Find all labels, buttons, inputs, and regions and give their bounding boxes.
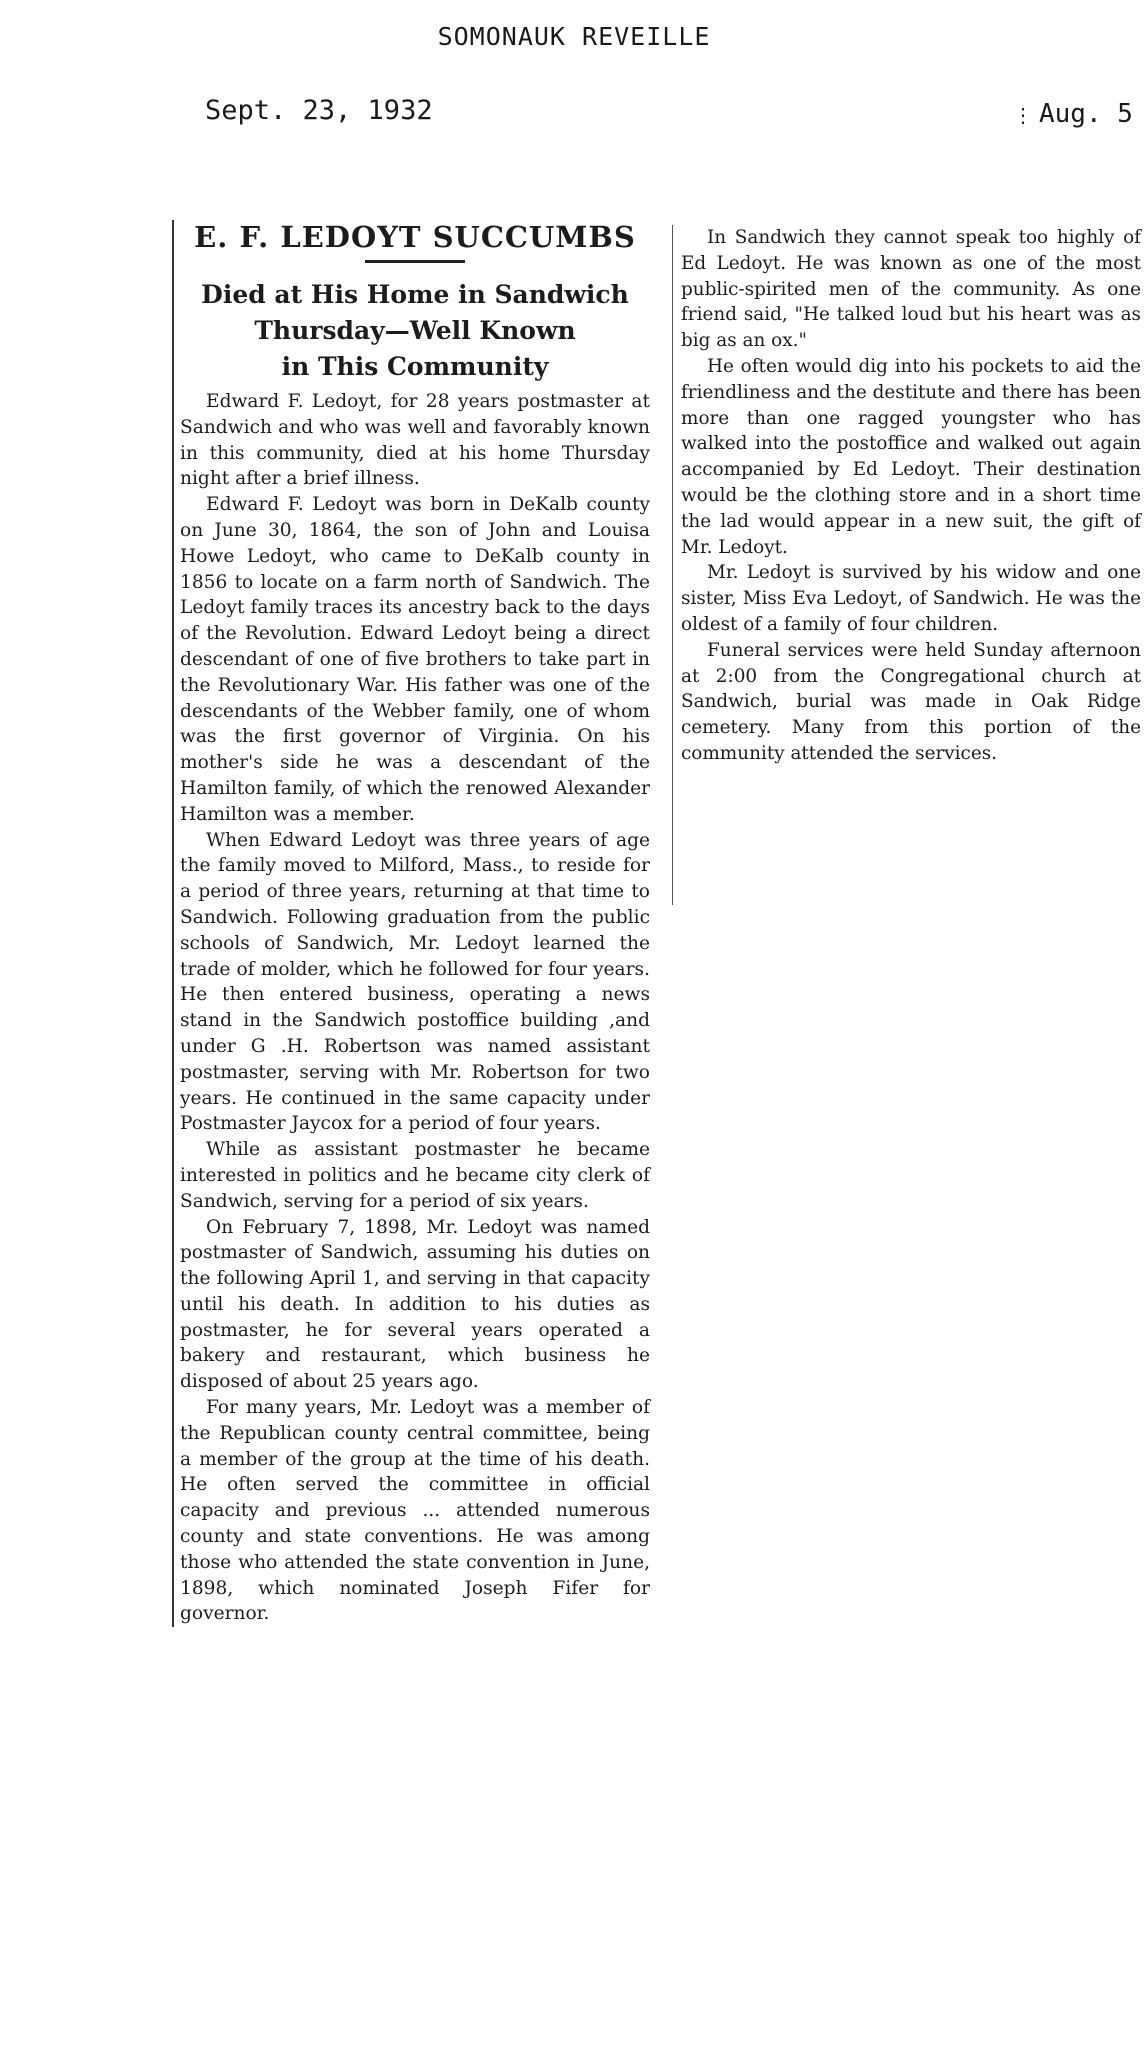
article-paragraph: When Edward Ledoyt was three years of age the family moved to Milford, Mass., to reside for a period of three years, returning at that time to Sandwich. Following graduation from the public schools of Sandwich, Mr. Ledoyt learned the trade of molder, which he followed for four years. He then entered business, operating a news stand in the Sandwich postoffice building ,and under G .H. Robertson was named assistant postmaster, serving with Mr. Robertson for two years. He continued in the same capacity under Postmaster Jaycox for a period of four years. bbox=[180, 829, 650, 1135]
article-right-column bbox=[672, 225, 1148, 905]
article-paragraph: While as assistant postmaster he became interested in politics and he became city clerk of Sandwich, serving for a period of six years. bbox=[180, 1139, 650, 1212]
smudge-mark: ⋮ bbox=[1013, 103, 1033, 127]
adjacent-clipping-date bbox=[1013, 99, 1133, 129]
article-paragraph: He often would dig into his pockets to aid the friendliness and the destitute and there has been more than one ragged youngster who has walked into the postoffice and walked out again accompanied by Ed Ledoyt. Their destination would be the clothing store and in a short time the lad would appear in a new suit, the gift of Mr. Ledoyt. bbox=[681, 355, 1141, 558]
headline-rule bbox=[365, 260, 465, 263]
article-subheadline bbox=[180, 277, 650, 385]
adjacent-date-text: Aug. 5 bbox=[1039, 99, 1133, 129]
publication-title: SOMONAUK REVEILLE bbox=[437, 22, 711, 51]
article-headline: E. F. LEDOYT SUCCUMBS bbox=[194, 220, 636, 254]
article-paragraph: In Sandwich they cannot speak too highly of Ed Ledoyt. He was known as one of the most public-spirited men of the community. As one friend said, "He talked loud but his heart was as big as an ox." bbox=[681, 227, 1141, 352]
article-paragraph: Edward F. Ledoyt, for 28 years postmaster at Sandwich and who was well and favorably known in this community, died at his home Thursday night after a brief illness. bbox=[180, 391, 650, 490]
subheadline-line: Died at His Home in Sandwich bbox=[201, 280, 629, 309]
article-paragraph: Mr. Ledoyt is survived by his widow and one sister, Miss Eva Ledoyt, of Sandwich. He was the oldest of a family of four children. bbox=[681, 562, 1141, 635]
article-paragraph: For many years, Mr. Ledoyt was a member of the Republican county central committee, being a member of the group at the time of his death. He often served the committee in official capacity and previous ... attended numerous county and state conventions. He was among those who attended the state convention in June, 1898, which nominated Joseph Fifer for governor. bbox=[180, 1397, 650, 1625]
article-paragraph: Funeral services were held Sunday afternoon at 2:00 from the Congregational church at Sandwich, burial was made in Oak Ridge cemetery. Many from this portion of the community attended the services. bbox=[681, 639, 1141, 764]
article-paragraph: On February 7, 1898, Mr. Ledoyt was named postmaster of Sandwich, assuming his duties on the following April 1, and serving in that capacity until his death. In addition to his duties as postmaster, he for several years operated a bakery and restaurant, which business he disposed of about 25 years ago. bbox=[180, 1216, 650, 1393]
article-left-column bbox=[172, 220, 650, 1627]
article-paragraph: Edward F. Ledoyt was born in DeKalb county on June 30, 1864, the son of John and Louisa Howe Ledoyt, who came to DeKalb county in 1856 to locate on a farm north of Sandwich. The Ledoyt family traces its ancestry back to the days of the Revolution. Edward Ledoyt being a direct descendant of one of five brothers to take part in the Revolutionary War. His father was one of the descendants of the Webber family, one of whom was the first governor of Virginia. On his mother's side he was a descendant of the Hamilton family, of which the renowed Alexander Hamilton was a member. bbox=[180, 494, 650, 825]
subheadline-line: in This Community bbox=[281, 352, 549, 381]
subheadline-line: Thursday—Well Known bbox=[254, 316, 576, 345]
publication-date: Sept. 23, 1932 bbox=[205, 95, 433, 126]
